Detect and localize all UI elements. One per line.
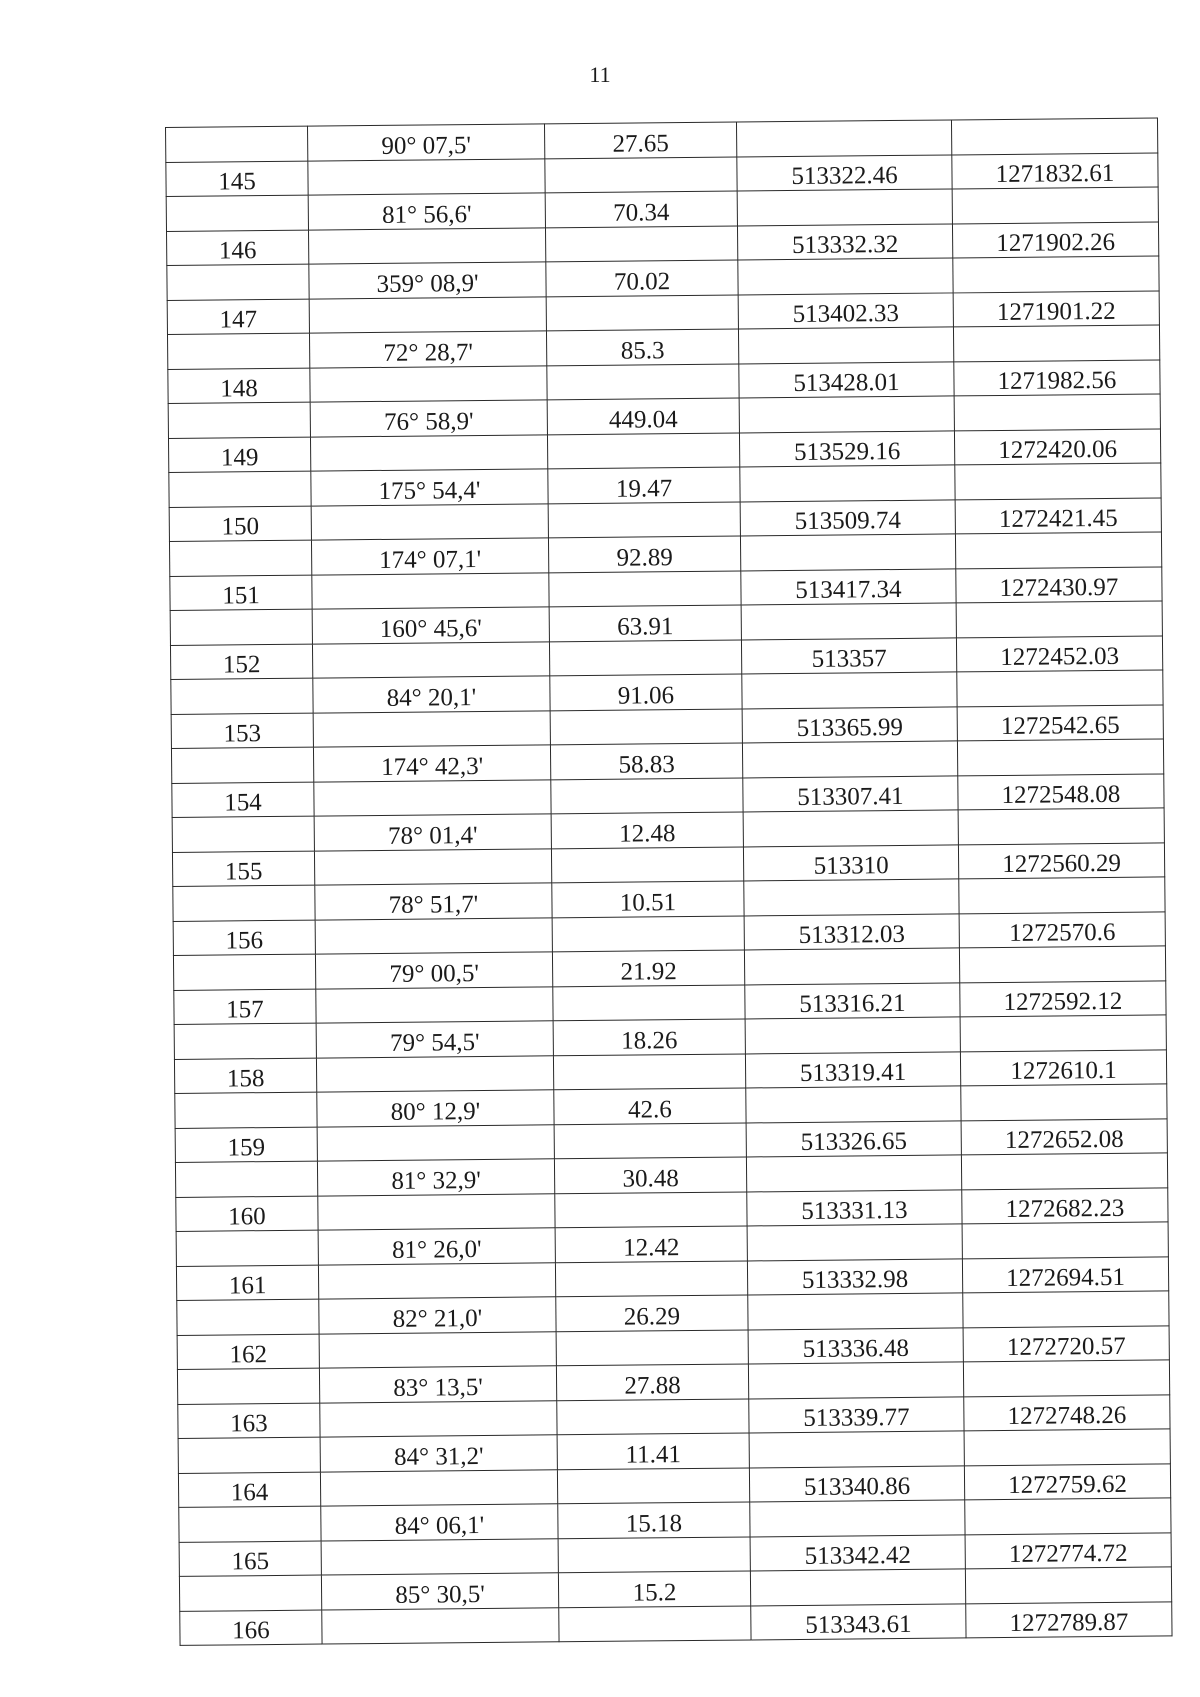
x-coordinate-cell: 513336.48 bbox=[748, 1327, 963, 1364]
direction-angle-cell: 359° 08,9' bbox=[309, 262, 546, 299]
x-coordinate-cell bbox=[746, 1086, 961, 1123]
x-coordinate-cell: 513417.34 bbox=[741, 568, 956, 605]
point-number-cell bbox=[169, 540, 311, 576]
direction-angle-cell: 80° 12,9' bbox=[317, 1090, 554, 1127]
point-number-cell bbox=[173, 885, 315, 921]
x-coordinate-cell bbox=[741, 603, 956, 640]
y-coordinate-cell bbox=[955, 463, 1161, 499]
y-coordinate-cell bbox=[963, 1291, 1169, 1327]
y-coordinate-cell: 1272452.03 bbox=[956, 635, 1162, 671]
direction-angle-cell bbox=[311, 503, 548, 540]
direction-angle-cell bbox=[316, 986, 553, 1023]
x-coordinate-cell bbox=[743, 810, 958, 847]
point-number-cell bbox=[167, 333, 309, 369]
y-coordinate-cell bbox=[957, 739, 1163, 775]
y-coordinate-cell bbox=[954, 394, 1160, 430]
x-coordinate-cell bbox=[742, 741, 957, 778]
distance-cell: 92.89 bbox=[548, 536, 740, 572]
point-number-cell: 163 bbox=[178, 1403, 320, 1439]
point-number-cell: 151 bbox=[170, 575, 312, 611]
distance-cell bbox=[557, 1398, 749, 1434]
point-number-cell: 154 bbox=[172, 782, 314, 818]
point-number-cell bbox=[176, 1230, 318, 1266]
point-number-cell bbox=[177, 1299, 319, 1335]
direction-angle-cell: 78° 51,7' bbox=[315, 883, 552, 920]
distance-cell: 21.92 bbox=[552, 950, 744, 986]
direction-angle-cell: 175° 54,4' bbox=[311, 469, 548, 506]
y-coordinate-cell bbox=[961, 1153, 1167, 1189]
distance-cell: 63.91 bbox=[549, 605, 741, 641]
x-coordinate-cell bbox=[749, 1431, 964, 1468]
x-coordinate-cell: 513529.16 bbox=[739, 430, 954, 467]
y-coordinate-cell: 1272560.29 bbox=[958, 842, 1164, 878]
coordinates-table bbox=[165, 117, 1173, 1645]
distance-cell: 15.2 bbox=[558, 1571, 750, 1607]
y-coordinate-cell bbox=[956, 601, 1162, 637]
direction-angle-cell: 82° 21,0' bbox=[319, 1297, 556, 1334]
y-coordinate-cell bbox=[953, 325, 1159, 361]
direction-angle-cell bbox=[308, 158, 545, 195]
y-coordinate-cell bbox=[965, 1498, 1171, 1534]
point-number-cell: 165 bbox=[179, 1541, 321, 1577]
distance-cell: 18.26 bbox=[553, 1019, 745, 1055]
direction-angle-cell: 81° 26,0' bbox=[318, 1228, 555, 1265]
x-coordinate-cell bbox=[747, 1224, 962, 1261]
y-coordinate-cell bbox=[965, 1567, 1171, 1603]
x-coordinate-cell bbox=[744, 948, 959, 985]
distance-cell: 30.48 bbox=[554, 1157, 746, 1193]
direction-angle-cell bbox=[317, 1124, 554, 1161]
x-coordinate-cell: 513332.98 bbox=[747, 1258, 962, 1295]
distance-cell: 91.06 bbox=[550, 674, 742, 710]
x-coordinate-cell: 513322.46 bbox=[737, 154, 952, 191]
point-number-cell: 157 bbox=[174, 989, 316, 1025]
distance-cell bbox=[555, 1260, 747, 1296]
y-coordinate-cell bbox=[964, 1429, 1170, 1465]
direction-angle-cell bbox=[312, 572, 549, 609]
point-number-cell bbox=[166, 195, 308, 231]
y-coordinate-cell: 1272421.45 bbox=[955, 497, 1161, 533]
point-number-cell bbox=[179, 1575, 321, 1611]
point-number-cell: 149 bbox=[168, 437, 310, 473]
direction-angle-cell: 72° 28,7' bbox=[309, 331, 546, 368]
distance-cell bbox=[554, 1122, 746, 1158]
distance-cell bbox=[553, 1053, 745, 1089]
direction-angle-cell: 174° 07,1' bbox=[311, 538, 548, 575]
distance-cell: 19.47 bbox=[548, 467, 740, 503]
direction-angle-cell bbox=[314, 779, 551, 816]
distance-cell: 58.83 bbox=[550, 743, 742, 779]
point-number-cell bbox=[170, 609, 312, 645]
point-number-cell: 164 bbox=[178, 1472, 320, 1508]
direction-angle-cell bbox=[322, 1607, 559, 1644]
x-coordinate-cell: 513312.03 bbox=[744, 913, 959, 950]
distance-cell bbox=[551, 846, 743, 882]
y-coordinate-cell: 1272748.26 bbox=[964, 1394, 1170, 1430]
x-coordinate-cell bbox=[746, 1155, 961, 1192]
point-number-cell bbox=[168, 402, 310, 438]
x-coordinate-cell: 513310 bbox=[743, 844, 958, 881]
y-coordinate-cell: 1272610.1 bbox=[960, 1049, 1166, 1085]
point-number-cell bbox=[175, 1092, 317, 1128]
y-coordinate-cell: 1272542.65 bbox=[957, 704, 1163, 740]
x-coordinate-cell bbox=[744, 879, 959, 916]
point-number-cell bbox=[172, 816, 314, 852]
distance-cell: 12.42 bbox=[555, 1226, 747, 1262]
y-coordinate-cell: 1272789.87 bbox=[966, 1601, 1172, 1637]
distance-cell bbox=[555, 1191, 747, 1227]
y-coordinate-cell bbox=[955, 532, 1161, 568]
y-coordinate-cell bbox=[957, 670, 1163, 706]
direction-angle-cell bbox=[318, 1262, 555, 1299]
direction-angle-cell bbox=[313, 710, 550, 747]
point-number-cell: 159 bbox=[175, 1127, 317, 1163]
y-coordinate-cell: 1272570.6 bbox=[959, 911, 1165, 947]
y-coordinate-cell: 1272548.08 bbox=[958, 773, 1164, 809]
direction-angle-cell: 85° 30,5' bbox=[321, 1573, 558, 1610]
y-coordinate-cell bbox=[961, 1084, 1167, 1120]
point-number-cell: 148 bbox=[168, 368, 310, 404]
direction-angle-cell bbox=[320, 1400, 557, 1437]
x-coordinate-cell: 513428.01 bbox=[739, 361, 954, 398]
direction-angle-cell bbox=[308, 227, 545, 264]
direction-angle-cell: 90° 07,5' bbox=[307, 124, 544, 161]
distance-cell: 70.34 bbox=[545, 191, 737, 227]
direction-angle-cell: 76° 58,9' bbox=[310, 400, 547, 437]
x-coordinate-cell bbox=[745, 1017, 960, 1054]
x-coordinate-cell: 513316.21 bbox=[745, 982, 960, 1019]
direction-angle-cell: 78° 01,4' bbox=[314, 814, 551, 851]
distance-cell bbox=[547, 364, 739, 400]
distance-cell: 85.3 bbox=[546, 329, 738, 365]
direction-angle-cell bbox=[318, 1193, 555, 1230]
point-number-cell bbox=[171, 747, 313, 783]
direction-angle-cell bbox=[309, 296, 546, 333]
point-number-cell: 161 bbox=[176, 1265, 318, 1301]
distance-cell bbox=[546, 295, 738, 331]
distance-cell bbox=[545, 226, 737, 262]
direction-angle-cell bbox=[320, 1469, 557, 1506]
direction-angle-cell: 160° 45,6' bbox=[312, 607, 549, 644]
direction-angle-cell bbox=[310, 365, 547, 402]
y-coordinate-cell: 1272420.06 bbox=[954, 428, 1160, 464]
y-coordinate-cell: 1271901.22 bbox=[953, 290, 1159, 326]
x-coordinate-cell bbox=[738, 327, 953, 364]
y-coordinate-cell bbox=[952, 187, 1158, 223]
point-number-cell bbox=[174, 1023, 316, 1059]
y-coordinate-cell: 1271902.26 bbox=[952, 221, 1158, 257]
y-coordinate-cell: 1272652.08 bbox=[961, 1118, 1167, 1154]
distance-cell: 26.29 bbox=[556, 1295, 748, 1331]
y-coordinate-cell bbox=[959, 946, 1165, 982]
y-coordinate-cell: 1272774.72 bbox=[965, 1532, 1171, 1568]
x-coordinate-cell: 513339.77 bbox=[749, 1396, 964, 1433]
distance-cell bbox=[558, 1536, 750, 1572]
direction-angle-cell: 84° 31,2' bbox=[320, 1435, 557, 1472]
direction-angle-cell: 84° 06,1' bbox=[321, 1504, 558, 1541]
x-coordinate-cell bbox=[740, 534, 955, 571]
point-number-cell bbox=[177, 1368, 319, 1404]
direction-angle-cell: 174° 42,3' bbox=[313, 745, 550, 782]
point-number-cell bbox=[179, 1506, 321, 1542]
distance-cell bbox=[559, 1605, 751, 1641]
page-number: 11 bbox=[589, 62, 611, 87]
direction-angle-cell: 84° 20,1' bbox=[313, 676, 550, 713]
direction-angle-cell bbox=[319, 1331, 556, 1368]
x-coordinate-cell: 513365.99 bbox=[742, 706, 957, 743]
x-coordinate-cell bbox=[739, 396, 954, 433]
y-coordinate-cell: 1271982.56 bbox=[954, 359, 1160, 395]
x-coordinate-cell: 513307.41 bbox=[743, 775, 958, 812]
x-coordinate-cell: 513342.42 bbox=[750, 1534, 965, 1571]
y-coordinate-cell bbox=[963, 1360, 1169, 1396]
x-coordinate-cell bbox=[750, 1500, 965, 1537]
x-coordinate-cell bbox=[748, 1362, 963, 1399]
direction-angle-cell: 83° 13,5' bbox=[319, 1366, 556, 1403]
y-coordinate-cell: 1272720.57 bbox=[963, 1325, 1169, 1361]
x-coordinate-cell bbox=[742, 672, 957, 709]
x-coordinate-cell: 513340.86 bbox=[749, 1465, 964, 1502]
point-number-cell bbox=[173, 954, 315, 990]
y-coordinate-cell bbox=[960, 1015, 1166, 1051]
point-number-cell: 150 bbox=[169, 506, 311, 542]
distance-cell bbox=[556, 1329, 748, 1365]
y-coordinate-cell bbox=[953, 256, 1159, 292]
direction-angle-cell: 79° 54,5' bbox=[316, 1021, 553, 1058]
point-number-cell: 152 bbox=[170, 644, 312, 680]
y-coordinate-cell: 1272682.23 bbox=[962, 1187, 1168, 1223]
x-coordinate-cell: 513332.32 bbox=[737, 223, 952, 260]
distance-cell bbox=[549, 639, 741, 675]
distance-cell bbox=[551, 777, 743, 813]
y-coordinate-cell bbox=[962, 1222, 1168, 1258]
distance-cell bbox=[547, 432, 739, 468]
point-number-cell: 162 bbox=[177, 1334, 319, 1370]
distance-cell bbox=[545, 157, 737, 193]
point-number-cell bbox=[166, 126, 308, 162]
x-coordinate-cell bbox=[740, 465, 955, 502]
point-number-cell bbox=[169, 471, 311, 507]
direction-angle-cell bbox=[310, 434, 547, 471]
x-coordinate-cell: 513326.65 bbox=[746, 1120, 961, 1157]
x-coordinate-cell bbox=[737, 189, 952, 226]
y-coordinate-cell: 1272430.97 bbox=[956, 566, 1162, 602]
direction-angle-cell bbox=[315, 917, 552, 954]
point-number-cell: 158 bbox=[174, 1058, 316, 1094]
distance-cell bbox=[549, 570, 741, 606]
point-number-cell: 155 bbox=[172, 851, 314, 887]
x-coordinate-cell: 513357 bbox=[741, 637, 956, 674]
x-coordinate-cell bbox=[750, 1569, 965, 1606]
distance-cell bbox=[553, 984, 745, 1020]
y-coordinate-cell: 1272592.12 bbox=[960, 980, 1166, 1016]
y-coordinate-cell bbox=[951, 118, 1157, 154]
direction-angle-cell bbox=[321, 1538, 558, 1575]
x-coordinate-cell: 513509.74 bbox=[740, 499, 955, 536]
distance-cell: 42.6 bbox=[554, 1088, 746, 1124]
direction-angle-cell: 81° 56,6' bbox=[308, 193, 545, 230]
point-number-cell: 145 bbox=[166, 161, 308, 197]
point-number-cell: 166 bbox=[180, 1610, 322, 1646]
point-number-cell: 146 bbox=[166, 230, 308, 266]
direction-angle-cell bbox=[312, 641, 549, 678]
x-coordinate-cell bbox=[738, 258, 953, 295]
distance-cell: 15.18 bbox=[558, 1502, 750, 1538]
distance-cell: 11.41 bbox=[557, 1433, 749, 1469]
distance-cell: 27.65 bbox=[544, 122, 736, 158]
point-number-cell: 156 bbox=[173, 920, 315, 956]
x-coordinate-cell: 513331.13 bbox=[747, 1189, 962, 1226]
point-number-cell: 160 bbox=[176, 1196, 318, 1232]
y-coordinate-cell: 1272694.51 bbox=[962, 1256, 1168, 1292]
x-coordinate-cell: 513343.61 bbox=[751, 1603, 966, 1640]
direction-angle-cell bbox=[314, 848, 551, 885]
point-number-cell: 147 bbox=[167, 299, 309, 335]
direction-angle-cell bbox=[316, 1055, 553, 1092]
distance-cell bbox=[552, 915, 744, 951]
x-coordinate-cell bbox=[748, 1293, 963, 1330]
coordinates-table-body bbox=[166, 118, 1173, 1645]
distance-cell bbox=[548, 501, 740, 537]
point-number-cell bbox=[175, 1161, 317, 1197]
point-number-cell bbox=[167, 264, 309, 300]
distance-cell bbox=[550, 708, 742, 744]
distance-cell: 12.48 bbox=[551, 812, 743, 848]
direction-angle-cell: 79° 00,5' bbox=[315, 952, 552, 989]
y-coordinate-cell bbox=[959, 877, 1165, 913]
point-number-cell: 153 bbox=[171, 713, 313, 749]
y-coordinate-cell: 1272759.62 bbox=[964, 1463, 1170, 1499]
distance-cell: 10.51 bbox=[552, 881, 744, 917]
distance-cell bbox=[557, 1467, 749, 1503]
distance-cell: 449.04 bbox=[547, 398, 739, 434]
point-number-cell bbox=[171, 678, 313, 714]
x-coordinate-cell: 513402.33 bbox=[738, 292, 953, 329]
point-number-cell bbox=[178, 1437, 320, 1473]
x-coordinate-cell: 513319.41 bbox=[745, 1051, 960, 1088]
distance-cell: 27.88 bbox=[556, 1364, 748, 1400]
direction-angle-cell: 81° 32,9' bbox=[317, 1159, 554, 1196]
x-coordinate-cell bbox=[736, 120, 951, 157]
distance-cell: 70.02 bbox=[546, 260, 738, 296]
y-coordinate-cell: 1271832.61 bbox=[952, 152, 1158, 188]
y-coordinate-cell bbox=[958, 808, 1164, 844]
